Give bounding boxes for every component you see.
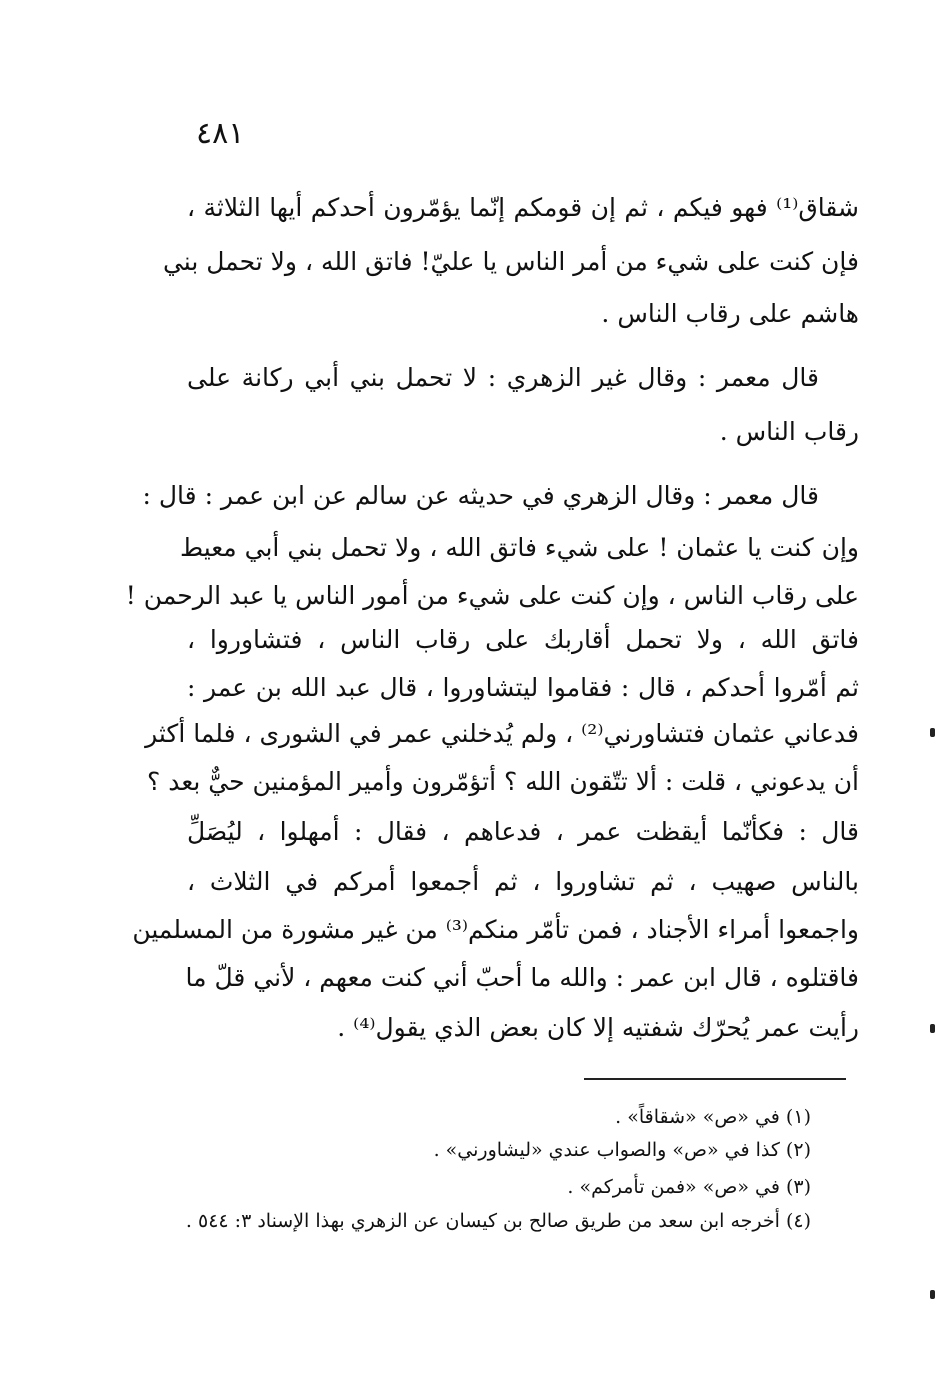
footnote: (٢) كذا في «ص» والصواب عندي «ليشاورني» . — [433, 1139, 811, 1161]
text-line: فإن كنت على شيء من أمر الناس يا عليّ! فاتق الله ، ولا تحمل بني — [162, 247, 859, 276]
text-line: بالناس صهيب ، ثم تشاوروا ، ثم أجمعوا أمركم في الثلاث ، — [187, 867, 859, 896]
text-line: هاشم على رقاب الناس . — [601, 299, 859, 328]
text-line: ثم أمّروا أحدكم ، قال : فقاموا ليتشاوروا ، قال عبد الله بن عمر : — [187, 673, 859, 702]
text-line: أن يدعوني ، قلت : ألا تتّقون الله ؟ أتؤمّرون وأمير المؤمنين حيٌّ بعد ؟ — [147, 767, 859, 796]
footnote-divider — [584, 1078, 846, 1080]
text-line: شقاق⁽¹⁾ فهو فيكم ، ثم إن قومكم إنّما يؤمّرون أحدكم أيها الثلاثة ، — [187, 193, 859, 222]
scan-mark — [930, 1290, 935, 1299]
text-line: فاقتلوه ، قال ابن عمر : والله ما أحبّ أني كنت معهم ، لأني قلّ ما — [185, 963, 859, 992]
text-line: فاتق الله ، ولا تحمل أقاربك على رقاب الناس ، فتشاوروا ، — [187, 625, 859, 654]
text-line: رأيت عمر يُحرّك شفتيه إلا كان بعض الذي يقول⁽⁴⁾ . — [337, 1013, 859, 1042]
text-line: قال معمر : وقال غير الزهري : لا تحمل بني أبي ركانة على — [187, 363, 819, 392]
text-line: قال معمر : وقال الزهري في حديثه عن سالم عن ابن عمر : قال : — [142, 481, 819, 510]
text-line: على رقاب الناس ، وإن كنت على شيء من أمور الناس يا عبد الرحمن ! — [125, 581, 859, 610]
page-number: ٤٨١ — [196, 116, 245, 151]
text-line: قال : فكأنّما أيقظت عمر ، فدعاهم ، فقال : أمهلوا ، ليُصَلِّ — [187, 817, 859, 846]
text-line: وإن كنت يا عثمان ! على شيء فاتق الله ، ولا تحمل بني أبي معيط — [179, 533, 859, 562]
scan-mark — [930, 728, 935, 737]
footnote: (١) في «ص» «شقاقاً» . — [615, 1106, 811, 1128]
text-line: رقاب الناس . — [719, 417, 859, 446]
footnote: (٤) أخرجه ابن سعد من طريق صالح بن كيسان عن الزهري بهذا الإسناد ٣: ٥٤٤ . — [185, 1210, 811, 1232]
text-line: واجمعوا أمراء الأجناد ، فمن تأمّر منكم⁽³⁾ من غير مشورة من المسلمين — [132, 915, 859, 944]
scan-mark — [930, 1024, 935, 1033]
text-line: فدعاني عثمان فتشاورني⁽²⁾ ، ولم يُدخلني عمر في الشورى ، فلما أكثر — [145, 719, 859, 748]
footnote: (٣) في «ص» «فمن تأمركم» . — [567, 1176, 811, 1198]
